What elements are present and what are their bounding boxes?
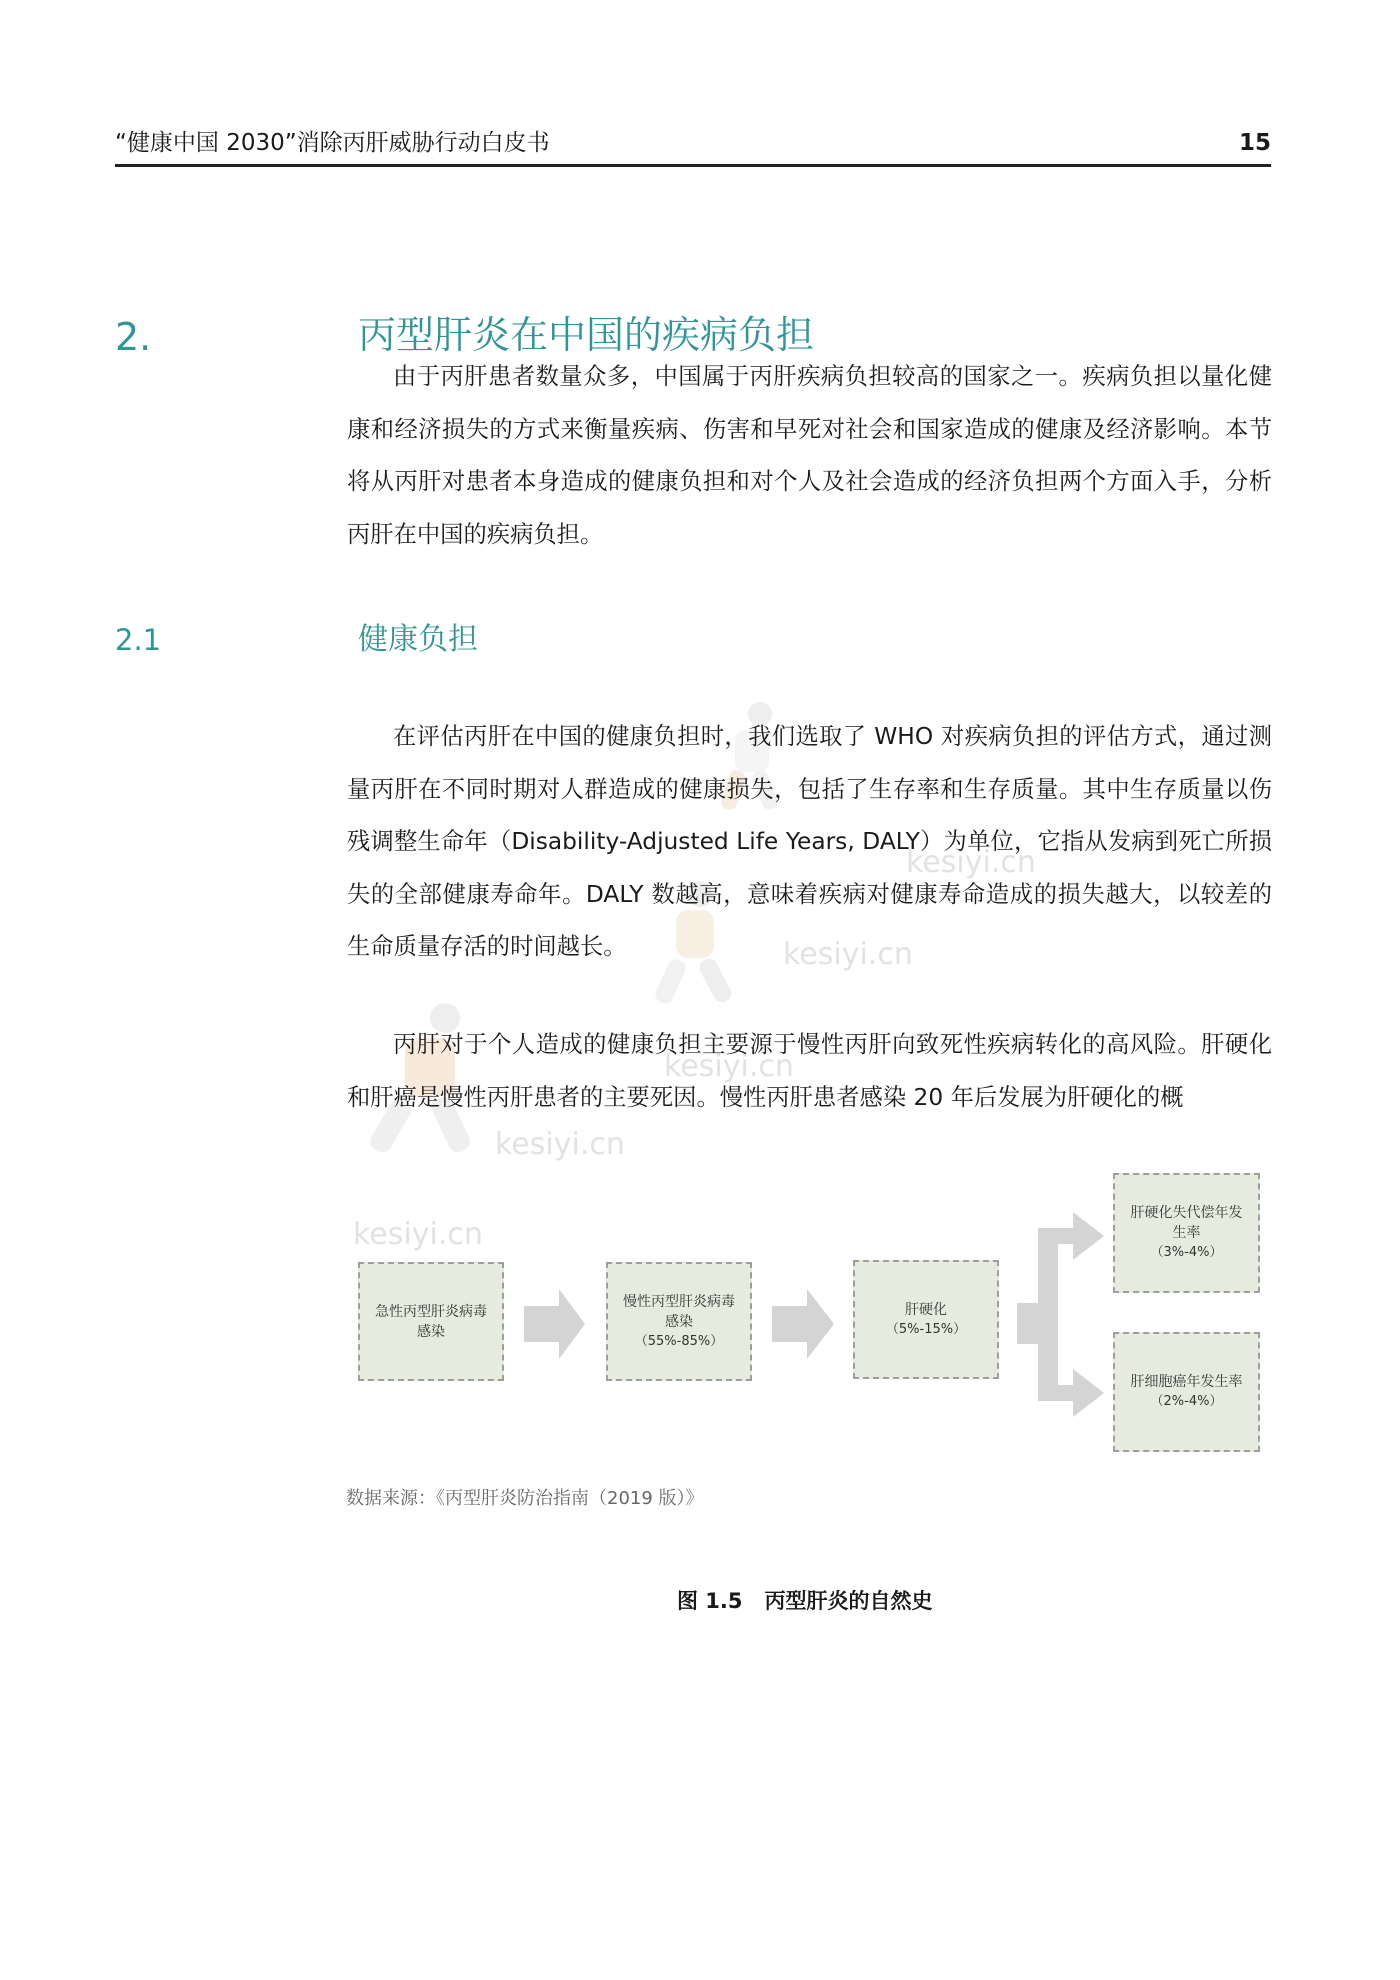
stage-cirrhosis-rate: （5%-15%）: [885, 1321, 967, 1337]
page-number: 15: [1238, 130, 1271, 156]
health-burden-paragraph-1: 在评估丙肝在中国的健康负担时，我们选取了 WHO 对疾病负担的评估方式，通过测量丙肝在不同时期对人群造成的健康损失，包括了生存率和生存质量。其中生存质量以伤残调整生命年（Disability-Adjusted Life Years, DALY）为单位，它指从发病到死亡所损失的全部健康寿命年。DALY 数越高，意味着疾病对健康寿命造成的损失越大，以较差的生命质量存活的时间越长。: [347, 723, 1272, 960]
arrow-chronic-to-cirrhosis: [772, 1289, 834, 1359]
figure-title: 丙型肝炎的自然史: [764, 1589, 933, 1613]
watermark-text-5: kesiyi.cn: [353, 1217, 483, 1252]
stage-decompensation: [1113, 1173, 1260, 1293]
stage-hcc-label: 肝细胞癌年发生率: [1130, 1374, 1243, 1390]
subsection-title: 健康负担: [358, 622, 478, 657]
stage-acute-label: 急性丙型肝炎病毒感染: [375, 1303, 487, 1340]
data-source: 数据来源：《丙型肝炎防治指南（2019 版）》: [346, 1488, 704, 1509]
stage-decompensation-label: 肝硬化失代偿年发生率: [1130, 1205, 1243, 1241]
stage-cirrhosis: [853, 1260, 999, 1379]
stage-hcc-rate: （2%-4%）: [1150, 1394, 1223, 1409]
stage-hcc: [1113, 1332, 1260, 1452]
watermark-text-3: kesiyi.cn: [664, 1049, 794, 1084]
health-burden-paragraph-2: 丙肝对于个人造成的健康负担主要源于慢性丙肝向致死性疾病转化的高风险。肝硬化和肝癌是慢性丙肝患者的主要死因。慢性丙肝患者感染 20 年后发展为肝硬化的概: [347, 1031, 1272, 1111]
stage-chronic-label: 慢性丙型肝炎病毒感染: [623, 1293, 735, 1330]
stage-chronic-rate: （55%-85%）: [634, 1333, 724, 1349]
stage-cirrhosis-label: 肝硬化: [905, 1301, 947, 1318]
section-intro-paragraph: 由于丙肝患者数量众多，中国属于丙肝疾病负担较高的国家之一。疾病负担以量化健康和经济损失的方式来衡量疾病、伤害和早死对社会和国家造成的健康及经济影响。本节将从丙肝对患者本身造成的健康负担和对个人及社会造成的经济负担两个方面入手，分析丙肝在中国的疾病负担。: [347, 363, 1272, 548]
running-title: “健康中国 2030”消除丙肝威胁行动白皮书: [115, 130, 550, 156]
section-number: 2.: [115, 315, 152, 359]
section-title: 丙型肝炎在中国的疾病负担: [358, 313, 815, 357]
stage-chronic-infection: [606, 1262, 752, 1381]
subsection-number: 2.1: [115, 623, 162, 657]
watermark-text-2: kesiyi.cn: [783, 937, 913, 972]
stage-acute-infection: [358, 1262, 504, 1381]
arrow-acute-to-chronic: [524, 1289, 585, 1359]
watermark-text-1: kesiyi.cn: [906, 845, 1036, 880]
figure-caption: [677, 1586, 933, 1616]
arrow-cirrhosis-fork: [1017, 1212, 1104, 1417]
watermark-text-4: kesiyi.cn: [495, 1127, 625, 1162]
stage-decompensation-rate: （3%-4%）: [1150, 1245, 1223, 1260]
figure-number: 图 1.5: [677, 1589, 743, 1613]
